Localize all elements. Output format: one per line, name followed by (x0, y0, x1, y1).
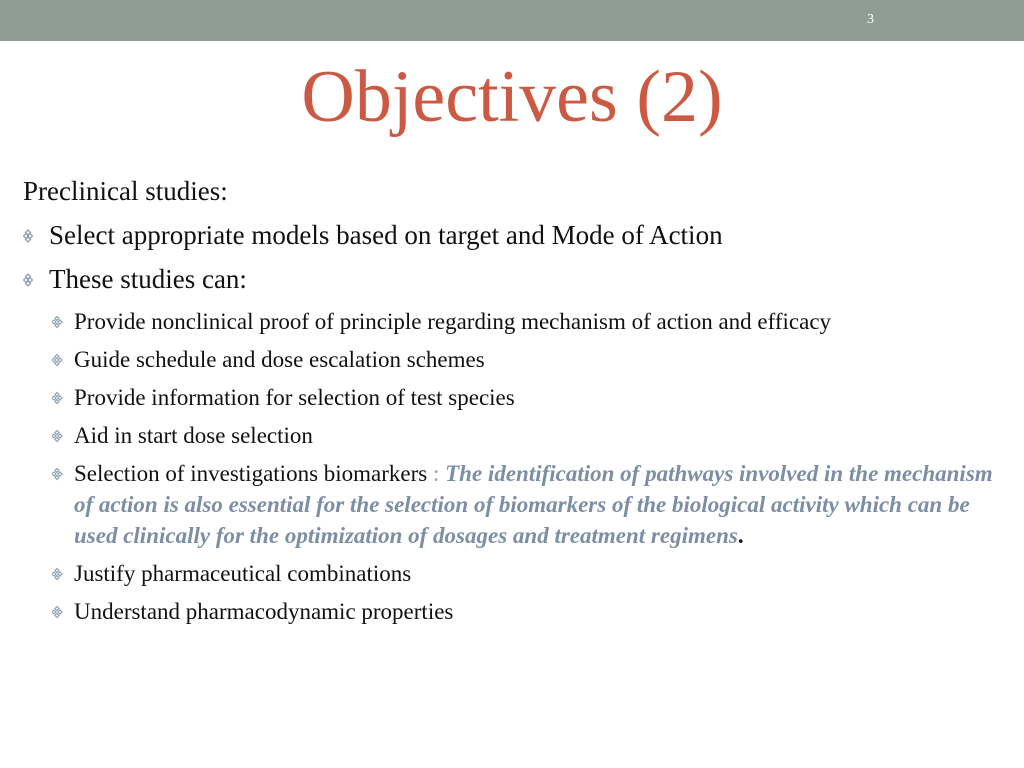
sub-bullet-text: Guide schedule and dose escalation schemes (74, 347, 485, 372)
bullet-text: These studies can: (49, 264, 247, 294)
diamond-bullet-icon (52, 558, 70, 589)
bullet-item (23, 218, 1003, 252)
bullet-text: Select appropriate models based on target and Mode of Action (49, 220, 723, 250)
header-bar (0, 0, 1024, 41)
sub-bullet-text: Selection of investigations biomarkers (74, 461, 428, 486)
diamond-bullet-icon (52, 458, 70, 489)
end-punctuation: . (737, 523, 744, 548)
sub-bullet-text: Aid in start dose selection (74, 423, 313, 448)
bullet-item (23, 262, 1003, 296)
diamond-bullet-icon (52, 420, 70, 451)
sub-bullet-text: Provide nonclinical proof of principle regarding mechanism of action and efficacy (74, 309, 832, 334)
sub-bullet-item (23, 558, 1003, 589)
sub-bullet-item (23, 382, 1003, 413)
slide-number: 3 (867, 12, 874, 27)
emphasis-text: The identification of pathways involved in the mechanism of action is also essential for the selection of biomarkers of the biological activity which can be used clinically for the optimization of dosages and treatment regimens (74, 461, 993, 548)
slide-content (23, 174, 1003, 634)
diamond-bullet-icon (52, 596, 70, 627)
sub-bullet-item (23, 420, 1003, 451)
sub-bullet-item (23, 596, 1003, 627)
sub-bullet-list (23, 306, 1003, 627)
sub-bullet-item (23, 344, 1003, 375)
slide-title: Objectives (2) (301, 56, 723, 138)
sub-bullet-text: Understand pharmacodynamic properties (74, 599, 454, 624)
diamond-bullet-icon (52, 306, 70, 337)
sub-bullet-text: Justify pharmaceutical combinations (74, 561, 412, 586)
sub-bullet-item (23, 458, 1003, 551)
diamond-bullet-icon (52, 382, 70, 413)
separator-text: : (427, 461, 446, 486)
diamond-bullet-icon (52, 344, 70, 375)
intro-text: Preclinical studies: (23, 176, 228, 206)
sub-bullet-item (23, 306, 1003, 337)
diamond-bullet-icon (23, 218, 45, 252)
diamond-bullet-icon (23, 262, 45, 296)
sub-bullet-text: Provide information for selection of test species (74, 385, 515, 410)
